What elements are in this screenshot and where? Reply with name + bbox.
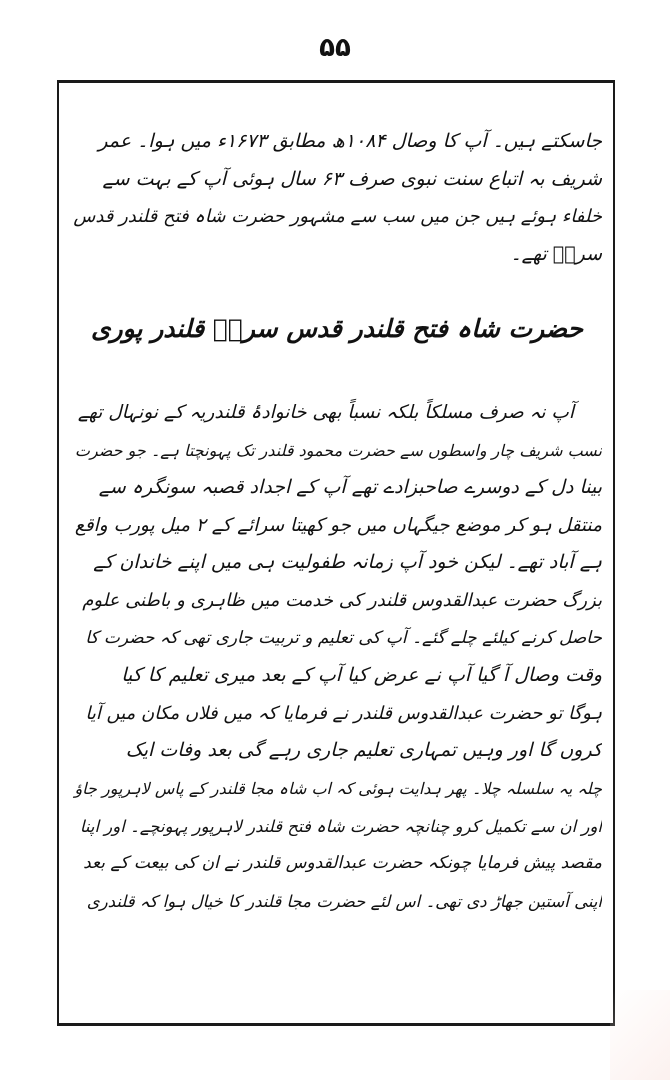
text-line: کروں گا اور وہیں تمہاری تعلیم جاری رہے گی بعد وفات ایک bbox=[125, 739, 602, 762]
text-line: اور ان سے تکمیل کرو چنانچہ حضرت شاہ فتح قلندر لاہرپور پہونچے۔ اور اپنا bbox=[79, 816, 602, 836]
text-line: سرہٗ تھے۔ bbox=[510, 242, 602, 265]
text-line: حاصل کرنے کیلئے چلے گئے۔ آپ کی تعلیم و تربیت جاری تھی کہ حضرت کا bbox=[85, 627, 602, 648]
text-line: ہے آباد تھے۔ لیکن خود آپ زمانہ طفولیت ہی میں اپنے خاندان کے bbox=[93, 551, 602, 574]
text-line: ہوگا تو حضرت عبدالقدوس قلندر نے فرمایا کہ میں فلاں مکان میں آیا bbox=[85, 702, 602, 724]
text-line: اپنی آستین جھاڑ دی تھی۔ اس لئے حضرت مجا قلندر کا خیال ہوا کہ قلندری bbox=[86, 891, 602, 911]
text-line: مقصد پیش فرمایا چونکہ حضرت عبدالقدوس قلندر نے ان کی بیعت کے بعد bbox=[83, 853, 602, 874]
paragraph-2 bbox=[72, 394, 602, 920]
text-line: شریف بہ اتباع سنت نبوی صرف ۶۳ سال ہوئی آپ کے بہت سے bbox=[102, 167, 602, 190]
text-line: نسب شریف چار واسطوں سے حضرت محمود قلندر تک پہونچتا ہے۔ جو حضرت bbox=[74, 440, 602, 460]
text-line: آپ نہ صرف مسلکاً بلکہ نسباً بھی خانوادۂ قلندریہ کے نونہال تھے bbox=[77, 402, 574, 423]
text-line: بینا دل کے دوسرے صاحبزادے تھے آپ کے اجداد قصبہ سونگرہ سے bbox=[98, 476, 602, 499]
text-line: چلہ یہ سلسلہ چلا۔ پھر ہدایت ہوئی کہ اب شاہ مجا قلندر کے پاس لاہرپور جاؤ bbox=[74, 778, 602, 798]
text-line: بزرگ حضرت عبدالقدوس قلندر کی خدمت میں ظاہری و باطنی علوم bbox=[82, 589, 602, 611]
text-line: منتقل ہو کر موضع جیگہاں میں جو کھیتا سرائے کے ۲ میل پورب واقع bbox=[74, 514, 602, 536]
section-heading: حضرت شاہ فتح قلندر قدس سرہٗ قلندر پوری bbox=[90, 314, 584, 343]
text-line: جاسکتے ہیں۔ آپ کا وصال ۱۰۸۴ھ مطابق ۱۶۷۳ء میں ہوا۔ عمر bbox=[98, 130, 602, 152]
text-line: وقت وصال آ گیا آپ نے عرض کیا آپ کے بعد میری تعلیم کا کیا bbox=[121, 664, 602, 687]
scan-edge-tint bbox=[610, 990, 670, 1080]
text-line: خلفاء ہوئے ہیں جن میں سب سے مشہور حضرت شاہ فتح قلندر قدس bbox=[73, 206, 602, 227]
page-number: ۵۵ bbox=[319, 33, 351, 63]
paragraph-1 bbox=[72, 123, 602, 273]
